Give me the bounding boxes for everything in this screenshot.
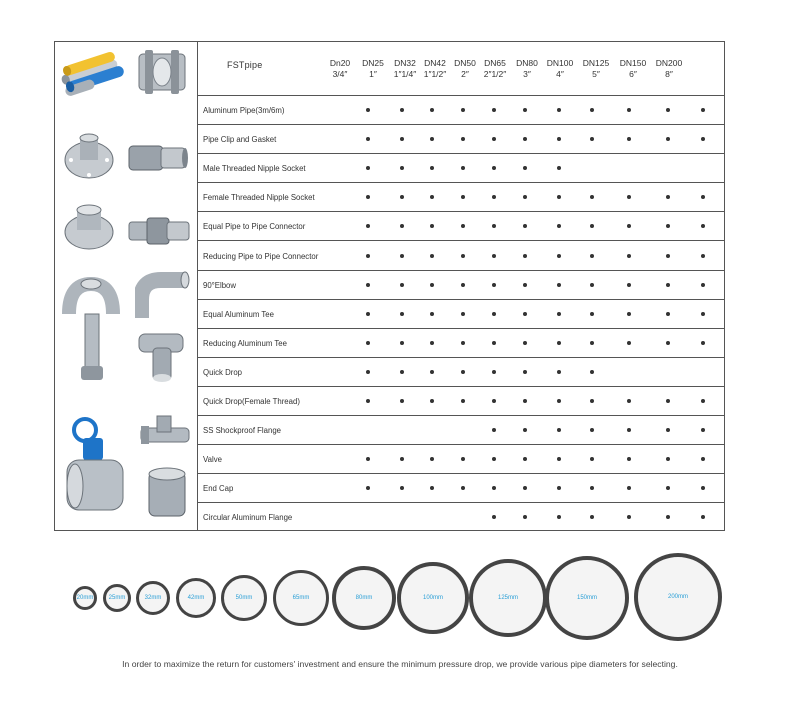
availability-dot [492,341,496,345]
pipe-clip-image [135,48,189,96]
availability-dot [523,166,527,170]
pipe-diameter-strip [0,550,800,650]
availability-dot [590,283,594,287]
table-row [198,329,724,358]
availability-dot [701,428,705,432]
availability-dot [461,486,465,490]
availability-dot [430,137,434,141]
pipe-diameter-ring [176,578,216,618]
availability-dot [627,195,631,199]
availability-dot [366,457,370,461]
availability-dot [627,515,631,519]
header-inch: 2″ [461,69,469,79]
availability-dot [627,283,631,287]
header-inch: 1″ [369,69,377,79]
header-col-dn32 [388,58,422,80]
pipe-diameter-ring [545,556,629,640]
availability-dot [590,515,594,519]
availability-dot [701,108,705,112]
header-dn: DN50 [454,58,476,68]
caption-text: In order to maximize the return for customers' investment and ensure the minimum pressure drop, we provide various pipe diameters for selecting. [122,659,678,669]
availability-dot [366,137,370,141]
availability-dot [461,399,465,403]
header-dn: DN150 [619,58,647,68]
row-label: Circular Aluminum Flange [203,513,293,523]
elbow-image [135,270,191,322]
availability-dot [557,428,561,432]
table-row [198,125,724,154]
availability-dot [523,312,527,316]
availability-dot [557,137,561,141]
availability-dot [492,166,496,170]
availability-dot [557,370,561,374]
valve-image [63,416,127,524]
availability-dot [701,137,705,141]
availability-dot [590,341,594,345]
header-inch: 3″ [523,69,531,79]
availability-dot [400,166,404,170]
row-label: Reducing Pipe to Pipe Connector [203,251,319,261]
availability-dot [557,224,561,228]
availability-dot [430,486,434,490]
table-row [198,503,724,532]
availability-dot [627,428,631,432]
availability-dot [523,370,527,374]
availability-dot [366,341,370,345]
availability-dot [461,137,465,141]
availability-dot [492,195,496,199]
availability-dot [557,312,561,316]
availability-dot [590,195,594,199]
availability-dot [627,341,631,345]
availability-dot [366,254,370,258]
availability-dot [590,486,594,490]
availability-dot [523,341,527,345]
aluminum-pipes-image [59,50,127,96]
row-label: Pipe Clip and Gasket [203,135,277,145]
availability-dot [557,108,561,112]
table-row [198,358,724,387]
availability-dot [701,399,705,403]
availability-dot [627,399,631,403]
availability-dot [400,195,404,199]
availability-dot [557,283,561,287]
table-row [198,300,724,329]
header-inch: 3/4″ [332,69,348,79]
availability-dot [400,254,404,258]
pipe-diameter-ring [136,581,170,615]
availability-dot [366,108,370,112]
availability-dot [666,341,670,345]
availability-dot [627,486,631,490]
flange-image [63,132,115,180]
diameter-label: 125mm [497,595,518,601]
diameter-label: 25mm [108,595,126,601]
table-row [198,96,724,125]
availability-dot [430,341,434,345]
availability-dot [666,515,670,519]
availability-dot [590,399,594,403]
availability-dot [400,312,404,316]
availability-dot [627,254,631,258]
availability-dot [523,457,527,461]
header-col-dn200 [652,58,686,80]
availability-dot [701,312,705,316]
availability-dot [666,108,670,112]
availability-dot [701,457,705,461]
availability-dot [666,195,670,199]
row-label: Quick Drop(Female Thread) [203,397,300,406]
availability-dot [400,341,404,345]
availability-dot [701,195,705,199]
threaded-nipple-image [127,138,189,178]
table-row [198,387,724,416]
availability-dot [400,108,404,112]
pipe-diameter-ring [634,553,722,641]
availability-dot [666,486,670,490]
availability-dot [557,457,561,461]
availability-dot [666,254,670,258]
availability-dot [666,457,670,461]
availability-dot [590,224,594,228]
availability-dot [557,254,561,258]
header-dn: DN100 [546,58,574,68]
availability-dot [627,457,631,461]
availability-dot [701,254,705,258]
availability-dot [590,137,594,141]
row-label: End Cap [203,484,234,494]
availability-dot [492,254,496,258]
availability-dot [627,224,631,228]
availability-dot [400,224,404,228]
availability-dot [400,137,404,141]
diameter-label: 42mm [187,595,205,601]
tee-image [133,328,191,384]
pipe-diameter-ring [273,570,329,626]
header-dn: DN200 [655,58,683,68]
header-dn: DN42 [424,58,446,68]
availability-dot [461,312,465,316]
header-inch: 1″1/4″ [393,69,417,79]
diameter-label: 50mm [235,595,253,601]
product-image-column [55,42,198,530]
availability-dot [461,457,465,461]
row-label: Male Threaded Nipple Socket [203,164,306,174]
header-dn: DN125 [582,58,610,68]
availability-dot [430,195,434,199]
row-label: Quick Drop [203,367,242,377]
header-col-dn20 [323,58,357,80]
availability-dot [590,312,594,316]
availability-dot [492,399,496,403]
row-label: SS Shockproof Flange [203,426,282,436]
pipe-diameter-ring [397,562,469,634]
diameter-label: 100mm [422,595,443,601]
table-row [198,445,724,474]
header-dn: DN80 [516,58,538,68]
diameter-label: 150mm [576,595,597,601]
availability-dot [590,254,594,258]
table-row [198,271,724,300]
diameter-label: 65mm [292,595,310,601]
availability-dot [492,283,496,287]
availability-dot [366,312,370,316]
availability-dot [430,254,434,258]
header-col-dn125 [579,58,613,80]
header-inch: 1″1/2″ [423,69,447,79]
availability-dot [701,515,705,519]
availability-dot [523,137,527,141]
availability-dot [366,283,370,287]
availability-dot [492,312,496,316]
availability-dot [627,312,631,316]
product-size-table [54,41,725,531]
availability-dot [701,486,705,490]
diameter-label: 80mm [355,595,373,601]
availability-dot [400,283,404,287]
availability-dot [666,224,670,228]
availability-dot [590,428,594,432]
table-header [198,42,724,96]
availability-dot [523,254,527,258]
availability-dot [366,399,370,403]
availability-dot [400,457,404,461]
ss-flange-tee-image [139,414,191,454]
header-dn: DN25 [362,58,384,68]
table-row [198,183,724,212]
header-col-dn50 [448,58,482,80]
pipe-diameter-ring [332,566,396,630]
availability-dot [461,166,465,170]
header-col-dn100 [543,58,577,80]
header-col-dn42 [418,58,452,80]
availability-dot [400,399,404,403]
row-label: Equal Pipe to Pipe Connector [203,222,306,232]
availability-dot [523,486,527,490]
availability-dot [492,486,496,490]
availability-dot [461,254,465,258]
availability-dot [557,166,561,170]
header-inch: 4″ [556,69,564,79]
availability-dot [666,283,670,287]
header-inch: 5″ [592,69,600,79]
availability-dot [492,137,496,141]
availability-dot [523,195,527,199]
availability-dot [366,370,370,374]
availability-dot [430,312,434,316]
availability-dot [557,195,561,199]
availability-dot [366,195,370,199]
header-col-dn80 [510,58,544,80]
row-label: Aluminum Pipe(3m/6m) [203,106,285,115]
header-inch: 6″ [629,69,637,79]
availability-dot [557,399,561,403]
availability-dot [430,108,434,112]
availability-dot [557,515,561,519]
table-row [198,154,724,183]
availability-dot [461,195,465,199]
availability-dot [492,457,496,461]
row-label: Valve [203,455,222,465]
availability-dot [400,486,404,490]
availability-dot [492,370,496,374]
availability-dot [492,515,496,519]
availability-dot [523,224,527,228]
availability-dot [701,224,705,228]
header-col-dn150 [616,58,650,80]
availability-dot [461,108,465,112]
pipe-connector-image [127,214,191,248]
row-label: Equal Aluminum Tee [203,309,274,319]
availability-dot [461,370,465,374]
availability-dot [461,224,465,228]
availability-dot [666,312,670,316]
availability-dot [492,108,496,112]
availability-dot [523,283,527,287]
header-dn: DN65 [484,58,506,68]
diameter-label: 20mm [76,595,94,601]
availability-dot [430,370,434,374]
availability-dot [666,428,670,432]
quick-drop-image [59,274,123,384]
availability-dot [627,137,631,141]
availability-dot [590,457,594,461]
header-col-dn25 [356,58,390,80]
availability-dot [430,224,434,228]
table-row [198,242,724,271]
availability-dot [523,428,527,432]
row-label: Reducing Aluminum Tee [203,338,287,348]
availability-dot [666,399,670,403]
availability-dot [492,428,496,432]
availability-dot [461,283,465,287]
table-row [198,212,724,241]
availability-dot [430,283,434,287]
availability-dot [492,224,496,228]
table-row [198,474,724,503]
pipe-diameter-ring [73,586,97,610]
availability-dot [430,399,434,403]
availability-dot [430,457,434,461]
availability-dot [590,108,594,112]
availability-dot [557,486,561,490]
availability-dot [430,166,434,170]
pipe-diameter-ring [221,575,267,621]
header-col-dn65 [478,58,512,80]
availability-dot [523,108,527,112]
header-dn: DN32 [394,58,416,68]
availability-dot [366,486,370,490]
header-dn: Dn20 [329,58,351,68]
header-inch: 8″ [665,69,673,79]
end-cap-image [145,466,189,522]
row-label: 90°Elbow [203,280,237,290]
row-label: Female Threaded Nipple Socket [203,193,315,203]
brand-label: FSTpipe [227,60,263,70]
availability-dot [400,370,404,374]
availability-dot [627,108,631,112]
pipe-diameter-ring [469,559,547,637]
availability-dot [590,370,594,374]
availability-dot [366,224,370,228]
availability-dot [523,515,527,519]
table-row [198,416,724,445]
availability-dot [523,399,527,403]
header-inch: 2″1/2″ [483,69,507,79]
availability-dot [701,341,705,345]
availability-dot [666,137,670,141]
connector-flange-image [63,202,115,250]
availability-dot [366,166,370,170]
diameter-label: 200mm [667,594,688,600]
pipe-diameter-ring [103,584,131,612]
diameter-label: 32mm [144,595,162,601]
availability-dot [557,341,561,345]
availability-dot [461,341,465,345]
availability-dot [701,283,705,287]
